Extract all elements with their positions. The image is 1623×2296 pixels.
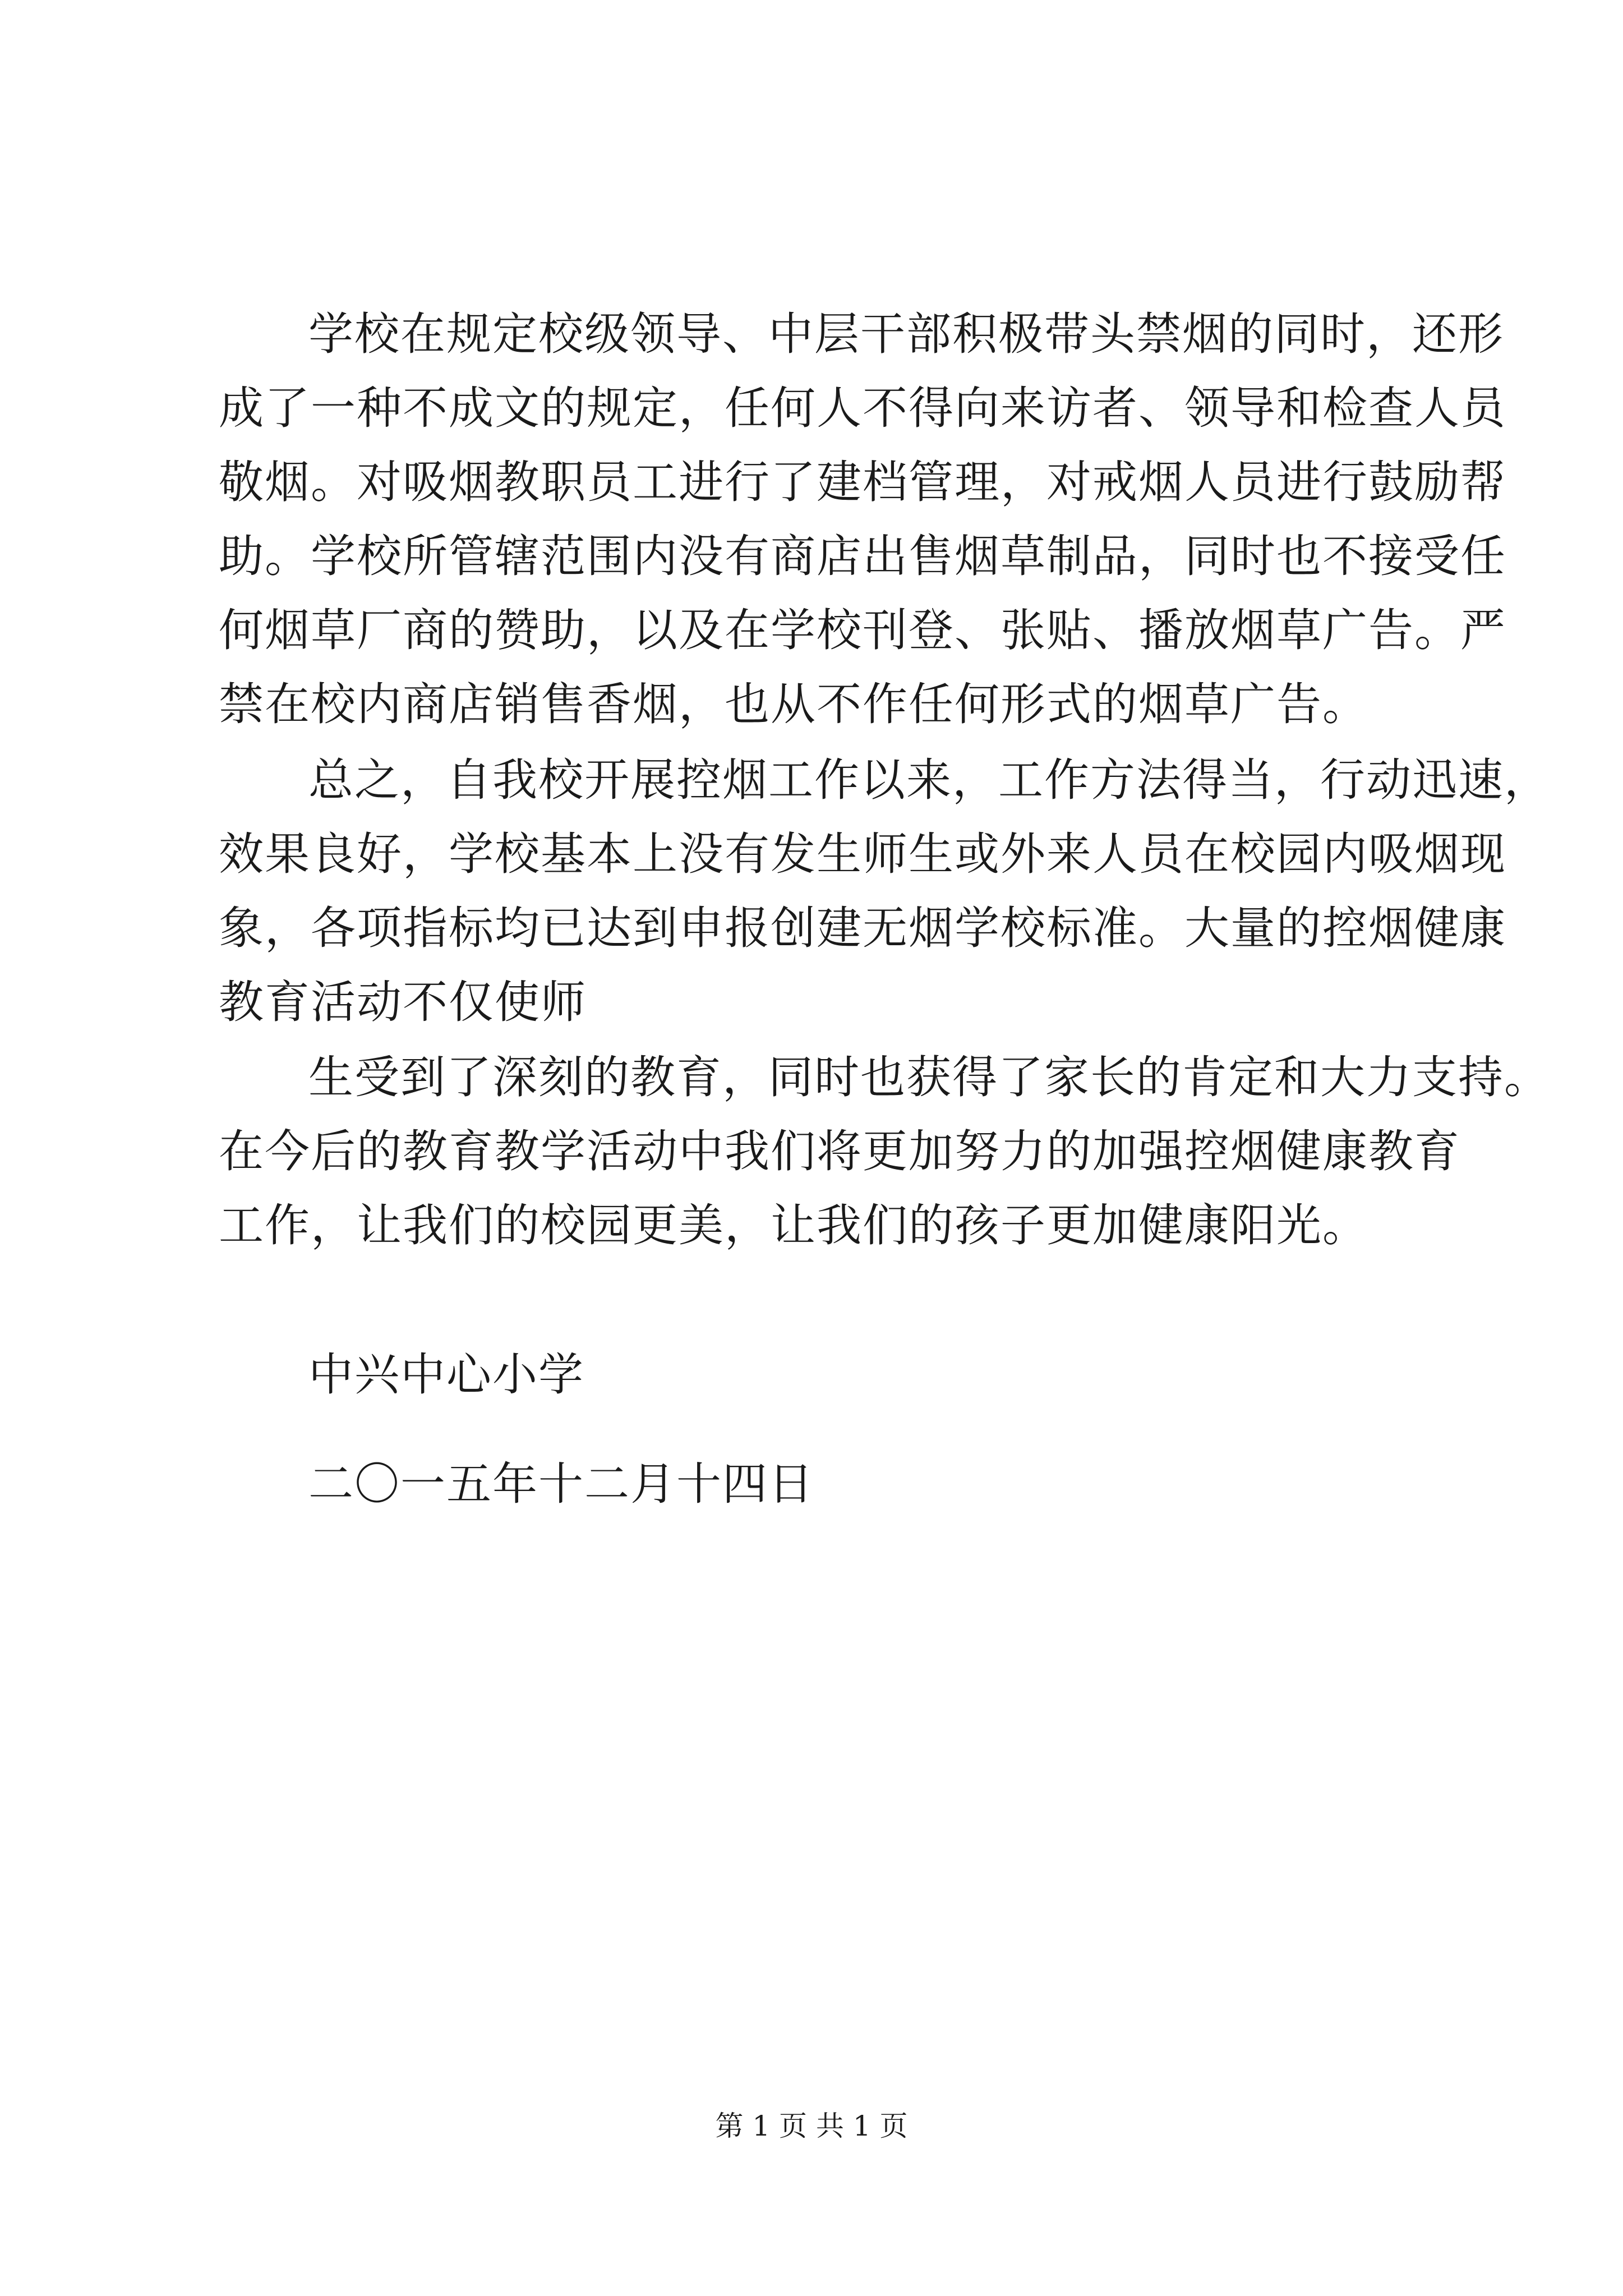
paragraph-line: 禁在校内商店销售香烟，也从不作任何形式的烟草广告。 <box>219 678 1368 730</box>
body-paragraph-conclusion <box>219 1041 1550 1263</box>
signature-school-name: 中兴中心小学 <box>308 1349 584 1401</box>
paragraph-line: 总之，自我校开展控烟工作以来，工作方法得当，行动迅速， <box>308 754 1550 806</box>
signature-date: 二〇一五年十二月十四日 <box>308 1458 814 1510</box>
paragraph-line: 何烟草厂商的赞助，以及在学校刊登、张贴、播放烟草广告。严 <box>219 604 1506 656</box>
body-paragraph-smoking-rules <box>219 297 1506 742</box>
body-paragraph-summary <box>219 743 1550 1039</box>
paragraph-line: 效果良好，学校基本上没有发生师生或外来人员在校园内吸烟现 <box>219 828 1506 880</box>
paragraph-line: 在今后的教育教学活动中我们将更加努力的加强控烟健康教育 <box>219 1125 1460 1177</box>
paragraph-line: 助。学校所管辖范围内没有商店出售烟草制品，同时也不接受任 <box>219 530 1506 582</box>
paragraph-line: 敬烟。对吸烟教职员工进行了建档管理，对戒烟人员进行鼓励帮 <box>219 456 1506 508</box>
paragraph-line: 工作，让我们的校园更美，让我们的孩子更加健康阳光。 <box>219 1199 1368 1251</box>
page-footer: 第 1 页 共 1 页 <box>715 2110 908 2142</box>
paragraph-line: 成了一种不成文的规定，任何人不得向来访者、领导和检查人员 <box>219 382 1506 434</box>
paragraph-line: 教育活动不仅使师 <box>219 976 587 1028</box>
paragraph-line: 生受到了深刻的教育，同时也获得了家长的肯定和大力支持。 <box>308 1051 1550 1103</box>
paragraph-line: 学校在规定校级领导、中层干部积极带头禁烟的同时，还形 <box>308 308 1504 360</box>
paragraph-line: 象，各项指标均已达到申报创建无烟学校标准。大量的控烟健康 <box>219 902 1506 954</box>
